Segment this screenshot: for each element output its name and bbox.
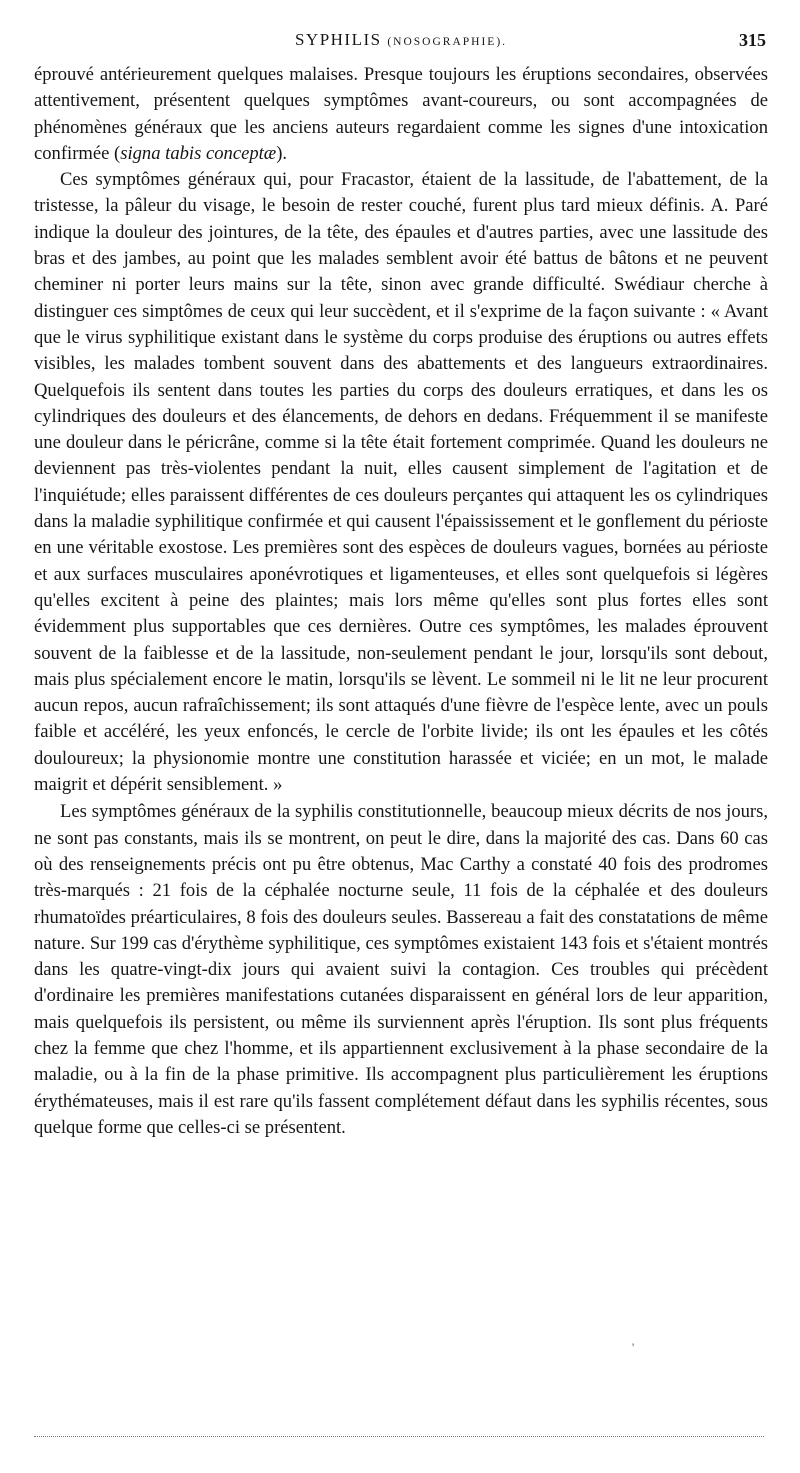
paragraph-symptomes: Ces symptômes généraux qui, pour Fracastor, étaient de la lassitude, de l'abattement, de la tristesse, la pâleur du visage, le besoin de rester couché, furent plus tard mieux définis. A. Paré indique la douleur des jointures, de la tête, des épaules et d'autres parties, avec une lassitude des bras et des jambes, au point que les malades semblent avoir été battus de bâtons et ne peuvent cheminer ni porter leurs mains sur la tête, sinon avec grande difficulté. Swédiaur cherche à distinguer ces simptômes de ceux qui leur succèdent, et il s'exprime de la façon suivante : « Avant que le virus syphilitique existant dans le système du corps produise des éruptions ou autres effets visibles, les malades tombent souvent dans des abattements et des langueurs extraordinaires. Quelquefois ils sentent dans toutes les parties du corps des douleurs erratiques, et dans les os cylindriques des douleurs et des élancements, de dehors en dedans. Fréquemment il se manifeste une douleur dans le péricrâne, comme si la tête était fortement comprimée. Quand les douleurs ne deviennent pas très-violentes pendant la nuit, elles causent simplement de l'agitation et de l'inquiétude; elles paraissent différentes de ces douleurs perçantes qui attaquent les os cylindriques dans la maladie syphilitique confirmée et qui causent l'épaississement et le gonflement du périoste en une véritable exostose. Les premières sont des espèces de douleurs vagues, bornées au périoste et aux surfaces musculaires aponévrotiques et ligamenteuses, et elles sont quelquefois si légères qu'elles excitent à peine des plaintes; mais lors même qu'elles sont plus fortes elles sont évidemment plus supportables que ces dernières. Outre ces symptômes, les malades éprouvent souvent de la faiblesse et de la lassitude, non-seulement pendant le jour, lorsqu'ils sont debout, mais plus spécialement encore le matin, lorsqu'ils se lèvent. Le sommeil ni le lit ne leur procurent aucun repos, aucun rafraîchissement; ils sont attaqués d'une fièvre de l'espèce lente, avec un pouls faible et accéléré, les yeux enfoncés, le cercle de l'orbite livide; ils ont les épaules et les côtés douloureux; la physionomie montre une constitution harassée et viciée; en un mot, le malade maigrit et dépérit sensiblement. »	[34, 169, 768, 796]
running-title-main: SYPHILIS	[294, 30, 382, 49]
body-text	[34, 62, 768, 1141]
running-title-subtitle: (NOSOGRAPHIE).	[387, 36, 508, 48]
running-title	[34, 30, 768, 50]
paragraph-1-text: éprouvé antérieurement quelques malaises. Presque toujours les éruptions secondaires, observées attentivement, présentent quelques symptômes avant-coureurs, ou sont accompagnées de phénomènes généraux que les anciens auteurs regardaient comme les signes d'une intoxication confirmée (	[34, 64, 768, 164]
paragraph-continued	[34, 62, 768, 167]
footer-rule	[34, 1436, 764, 1437]
page-number: 315	[739, 30, 766, 50]
stray-mark: '	[632, 1340, 635, 1354]
paragraph-syphilis-constitutionnelle: Les symptômes généraux de la syphilis constitutionnelle, beaucoup mieux décrits de nos jours, ne sont pas constants, mais ils se montrent, on peut le dire, dans la majorité des cas. Dans 60 cas où des renseignements précis ont pu être obtenus, Mac Carthy a constaté 40 fois des prodromes très-marqués : 21 fois de la céphalée nocturne seule, 11 fois de la céphalée et des douleurs rhumatoïdes préarticulaires, 8 fois des douleurs seules. Bassereau a fait des constatations de même nature. Sur 199 cas d'érythème syphilitique, ces symptômes existaient 143 fois et s'étaient montrés dans les quatre-vingt-dix jours qui avaient suivi la contagion. Ces troubles qui précèdent d'ordinaire les premières manifestations cutanées disparaissent en général lors de leur apparition, mais quelquefois ils persistent, ou même ils surviennent après l'éruption. Ils sont plus fréquents chez la femme que chez l'homme, et ils appartiennent exclusivement à la phase secondaire de la maladie, ou à la fin de la phase primitive. Ils accompagnent plus particulièrement les éruptions érythémateuses, mais il est rare qu'ils fassent complétement défaut dans les syphilis récentes, sous quelque forme que celles-ci se présentent.	[34, 801, 768, 1138]
paragraph-1-end: ).	[276, 142, 288, 164]
running-header	[34, 30, 768, 56]
latin-phrase: signa tabis conceptæ	[120, 142, 277, 164]
